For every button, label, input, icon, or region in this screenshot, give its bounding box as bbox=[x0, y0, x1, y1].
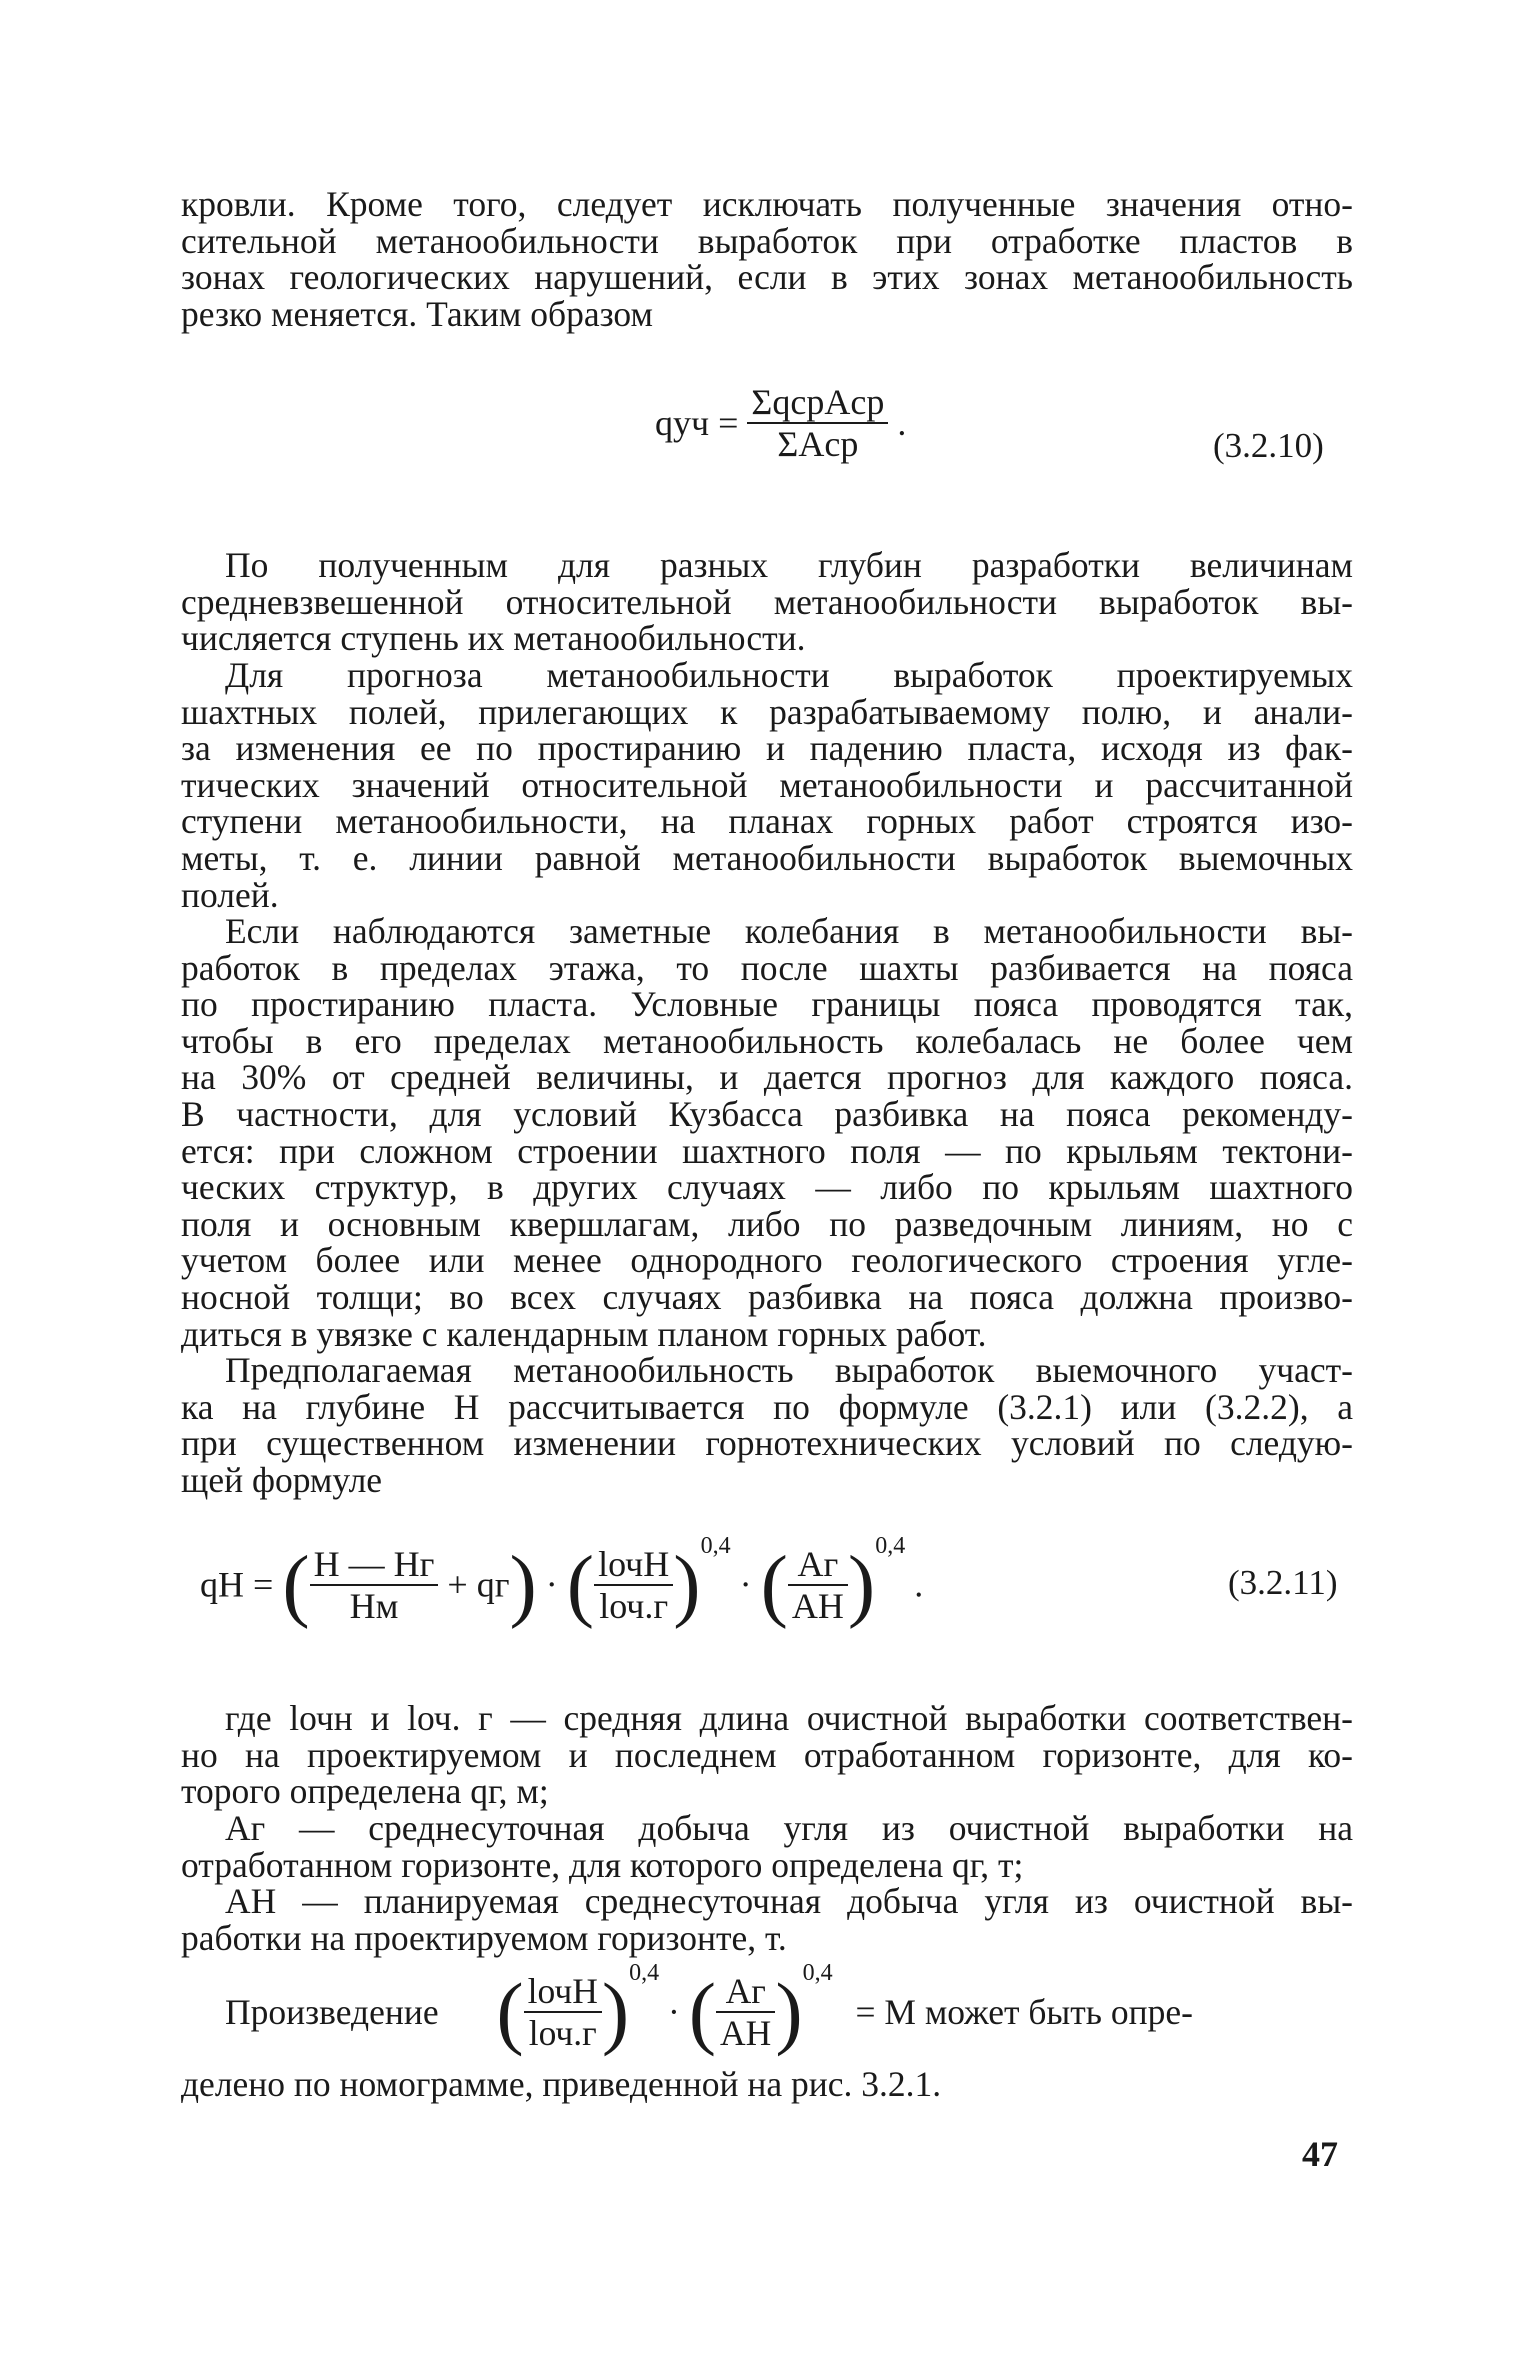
paragraph-9: Произведение ( $\frac{\text{lочH}}{\text{lоч.г}}$ )$^{0,4}$ · ( $\frac{Aг}{AH}$ )$^{0,4}$ = M может быть опре- bbox=[225, 1960, 1193, 2057]
text-line: Aг — среднесуточная добыча угля из очистной выработки на bbox=[225, 1808, 1353, 1848]
text-line: где lочн и lоч. г — средняя длина очистной выработки соответствен- bbox=[225, 1698, 1353, 1738]
fraction-numerator: Aг bbox=[788, 1544, 848, 1586]
text-line: поля и основным квершлагам, либо по разведочным линиям, но с bbox=[181, 1203, 1353, 1244]
text-line: ка на глубине H рассчитывается по формуле (3.2.1) или (3.2.2), а bbox=[181, 1386, 1353, 1427]
formula-term: + qг bbox=[447, 1564, 510, 1605]
text-line: ступени метанообильности, на планах горных работ строятся изо- bbox=[181, 801, 1353, 842]
text-line: по простиранию пласта. Условные границы пояса проводятся так, bbox=[181, 984, 1353, 1025]
text-line: полей. bbox=[181, 874, 279, 915]
fraction-denominator: lоч.г bbox=[599, 1585, 669, 1626]
page-number: 47 bbox=[1302, 2134, 1338, 2174]
text-line: учетом более или менее однородного геологического строения угле- bbox=[181, 1240, 1353, 1281]
left-paren: ( bbox=[688, 1965, 717, 2057]
text-segment: = M может быть опре- bbox=[855, 1991, 1193, 2032]
formula-3-2-10: qуч = $\frac{\text{ΣqсрAср}}{\text{ΣAср}}$ . bbox=[655, 382, 907, 464]
text-line: сительной метанообильности выработок при отработке пластов в bbox=[181, 220, 1353, 261]
text-line: но на проектируемом и последнем отработанном горизонте, для ко- bbox=[181, 1734, 1353, 1775]
text-line: средневзвешенной относительной метанообильности выработок вы- bbox=[181, 581, 1353, 622]
formula-fraction bbox=[747, 382, 888, 464]
text-line: торого определена qг, м; bbox=[181, 1771, 549, 1812]
paragraph-5 bbox=[181, 1352, 1353, 1498]
paragraph-2 bbox=[181, 547, 1353, 657]
fraction-denominator: AH bbox=[720, 2012, 772, 2053]
text-line: ческих структур, в других случаях — либо по крыльям шахтного bbox=[181, 1167, 1353, 1208]
text-line: диться в увязке с календарным планом горных работ. bbox=[181, 1313, 987, 1354]
formula-fraction bbox=[788, 1544, 848, 1626]
exponent: 0,4 bbox=[875, 1533, 906, 1559]
text-line: Для прогноза метанообильности выработок проектируемых bbox=[225, 655, 1353, 695]
text-line: работки на проектируемом горизонте, т. bbox=[181, 1917, 787, 1958]
text-line: В частности, для условий Кузбасса разбивка на пояса рекоменду- bbox=[181, 1093, 1353, 1134]
text-line: за изменения ее по простиранию и падению пласта, исходя из фак- bbox=[181, 728, 1353, 769]
fraction-numerator: H — Hг bbox=[310, 1544, 439, 1586]
paragraph-1 bbox=[181, 186, 1353, 332]
text-line: Если наблюдаются заметные колебания в метанообильности вы- bbox=[225, 911, 1353, 951]
text-segment: Произведение bbox=[225, 1991, 439, 2032]
fraction-denominator: ΣAср bbox=[777, 424, 859, 464]
text-line: работок в пределах этажа, то после шахты разбивается на пояса bbox=[181, 947, 1353, 988]
equation-number: (3.2.11) bbox=[1228, 1563, 1338, 1602]
exponent: 0,4 bbox=[802, 1960, 833, 1986]
formula-fraction bbox=[594, 1544, 673, 1626]
fraction-denominator: Hм bbox=[349, 1585, 399, 1626]
text-line: По полученным для разных глубин разработки величинам bbox=[225, 545, 1353, 585]
left-paren: ( bbox=[496, 1965, 524, 2057]
right-paren: ) bbox=[775, 1965, 803, 2057]
paragraph-7 bbox=[181, 1810, 1353, 1883]
fraction-numerator: Aг bbox=[716, 1971, 775, 2013]
text-line: меты, т. е. линии равной метанообильности выработок выемочных bbox=[181, 837, 1353, 878]
right-paren: ) bbox=[673, 1538, 701, 1630]
equation-number: (3.2.10) bbox=[1213, 426, 1324, 465]
formula-lhs: qуч = bbox=[655, 403, 739, 443]
text-line: числяется ступень их метанообильности. bbox=[181, 618, 806, 659]
right-paren: ) bbox=[601, 1965, 630, 2057]
text-line: отработанном горизонте, для которого определена qг, т; bbox=[181, 1844, 1024, 1885]
text-line: чтобы в его пределах метанообильность колебалась не более чем bbox=[181, 1020, 1353, 1061]
text-line: на 30% от средней величины, и дается прогноз для каждого пояса. bbox=[181, 1057, 1353, 1098]
right-paren: ) bbox=[509, 1538, 537, 1630]
formula-lhs: qH = bbox=[200, 1564, 274, 1605]
text-line: резко меняется. Таким образом bbox=[181, 293, 653, 334]
fraction-numerator: lочH bbox=[524, 1971, 602, 2013]
paragraph-6 bbox=[181, 1700, 1353, 1810]
text-line: ется: при сложном строении шахтного поля — по крыльям тектони- bbox=[181, 1130, 1353, 1171]
exponent: 0,4 bbox=[629, 1960, 660, 1986]
formula-fraction bbox=[716, 1971, 775, 2053]
exponent: 0,4 bbox=[700, 1533, 731, 1559]
text-line: шахтных полей, прилегающих к разрабатываемому полю, и анали- bbox=[181, 691, 1353, 732]
formula-3-2-11: qH = ( $\frac{H — Hг}{Hм}$ + qг) · ( $\frac{\text{lочH}}{\text{lоч.г}}$ )$^{0,4}$ · ( $\frac{Aг}{AH}$ )$^{0,4}$ . bbox=[200, 1533, 924, 1630]
fraction-denominator: lоч.г bbox=[528, 2012, 597, 2053]
text-line: AH — планируемая среднесуточная добыча угля из очистной вы- bbox=[225, 1881, 1353, 1921]
text-line: зонах геологических нарушений, если в этих зонах метанообильность bbox=[181, 257, 1353, 298]
text-line: кровли. Кроме того, следует исключать полученные значения отно- bbox=[181, 184, 1353, 224]
text-line: делено по номограмме, приведенной на рис. 3.2.1. bbox=[181, 2064, 942, 2104]
text-line: носной толщи; во всех случаях разбивка на пояса должна произво- bbox=[181, 1276, 1353, 1317]
paragraph-8 bbox=[181, 1883, 1353, 1956]
left-paren: ( bbox=[760, 1538, 788, 1630]
fraction-numerator: lочH bbox=[594, 1544, 673, 1586]
paragraph-4 bbox=[181, 913, 1353, 1352]
left-paren: ( bbox=[282, 1538, 310, 1630]
text-line: тических значений относительной метанообильности и рассчитанной bbox=[181, 764, 1353, 805]
fraction-numerator: ΣqсрAср bbox=[747, 382, 888, 424]
formula-fraction bbox=[524, 1971, 602, 2053]
paragraph-3 bbox=[181, 657, 1353, 913]
formula-fraction bbox=[310, 1544, 439, 1626]
fraction-denominator: AH bbox=[791, 1585, 844, 1626]
left-paren: ( bbox=[566, 1538, 595, 1630]
right-paren: ) bbox=[847, 1538, 876, 1630]
text-line: при существенном изменении горнотехнических условий по следую- bbox=[181, 1423, 1353, 1464]
text-line: Предполагаемая метанообильность выработок выемочного участ- bbox=[225, 1350, 1353, 1390]
text-line: щей формуле bbox=[181, 1459, 383, 1500]
